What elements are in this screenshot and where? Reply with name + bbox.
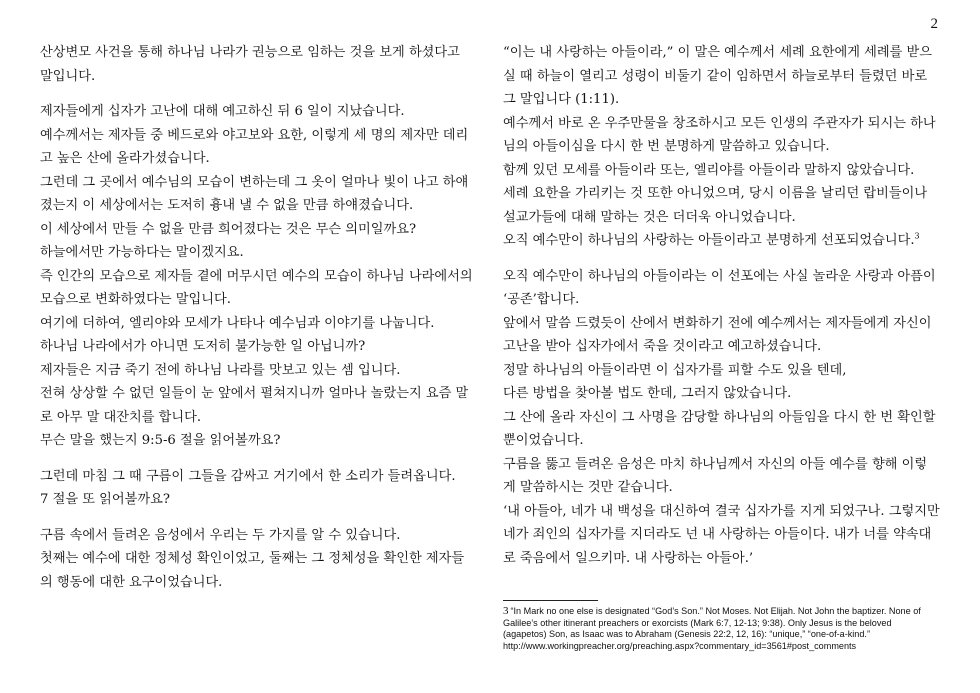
text-line <box>503 229 943 253</box>
text-line-content: 세례 요한을 가리키는 것 또한 아니었으며, 당시 이름을 날리던 랍비들이나 <box>503 186 928 201</box>
paragraph-gap <box>40 512 480 524</box>
text-line-content: 고 높은 산에 올라가셨습니다. <box>40 151 210 166</box>
text-line <box>503 88 943 112</box>
footnote-number: 3 <box>503 605 509 617</box>
text-line <box>40 382 480 406</box>
text-line-content: 게 말씀하시는 것만 같습니다. <box>503 480 673 495</box>
page-number: 2 <box>930 16 938 32</box>
text-line <box>40 241 480 265</box>
text-line-content: 여기에 더하여, 엘리야와 모세가 나타나 예수님과 이야기를 나눕니다. <box>40 315 435 331</box>
text-line <box>503 547 943 571</box>
text-line-content: 실 때 하늘이 열리고 성령이 비둘기 같이 임하면서 하늘로부터 들렸던 바로 <box>503 68 928 84</box>
text-line-content: 그 말입니다 (1:11). <box>503 92 620 107</box>
text-line <box>40 100 480 124</box>
text-line-content: 네가 죄인의 십자가를 지더라도 넌 내 사랑하는 아들이다. 내가 너를 약속대 <box>503 527 932 542</box>
footnote-url[interactable]: http://www.workingpreacher.org/preaching.aspx?commentary_id=3561#post_comments <box>503 640 857 651</box>
text-line <box>503 182 943 206</box>
text-line <box>40 335 480 359</box>
text-line-content: 졌는지 이 세상에서는 도저히 흉내 낼 수 없을 만큼 하얘졌습니다. <box>40 198 414 213</box>
text-line <box>40 218 480 242</box>
paragraph-gap <box>40 88 480 100</box>
text-line <box>40 312 480 336</box>
footnote-line <box>503 629 943 641</box>
text-line <box>503 359 943 383</box>
text-line-content: 말입니다. <box>40 68 96 84</box>
text-line-content: 무슨 말을 했는지 9:5-6 절을 읽어볼까요? <box>40 433 281 448</box>
text-line-content: 로 죽음에서 일으키마. 내 사랑하는 아들아.’ <box>503 550 754 566</box>
text-line-content: 이 세상에서 만들 수 없을 만큼 희어졌다는 것은 무슨 의미일까요? <box>40 221 417 237</box>
paragraph-gap <box>503 253 943 265</box>
text-line-content: 즉 인간의 모습으로 제자들 곁에 머무시던 예수의 모습이 하나님 나라에서의 <box>40 268 473 284</box>
text-line-content: 그런데 그 곳에서 예수님의 모습이 변하는데 그 옷이 얼마나 빛이 나고 하얘 <box>40 174 469 190</box>
text-line-content: 산상변모 사건을 통해 하나님 나라가 권능으로 임하는 것을 보게 하셨다고 <box>40 45 460 60</box>
text-line-content: 첫째는 예수에 대한 정체성 확인이었고, 둘째는 그 정체성을 확인한 제자들 <box>40 551 465 566</box>
right-column <box>503 41 943 570</box>
text-line <box>40 124 480 148</box>
text-line <box>40 65 480 89</box>
text-line <box>503 429 943 453</box>
text-line-content: 정말 하나님의 아들이라면 이 십자가를 피할 수도 있을 텐데, <box>503 362 847 378</box>
footnote-line <box>503 606 943 618</box>
text-line <box>40 488 480 512</box>
text-line <box>40 41 480 65</box>
text-line-content: 의 행동에 대한 요구이었습니다. <box>40 574 223 590</box>
text-line <box>40 359 480 383</box>
text-line <box>40 147 480 171</box>
text-line <box>503 206 943 230</box>
text-line <box>503 523 943 547</box>
footnote-text: Galilee’s other itinerant preachers or exorcists (Mark 6:7, 12-13; 9:38). Only Jesus is the beloved <box>503 617 892 628</box>
footnote-text: “In Mark no one else is designated “God’s Son.” Not Moses. Not Elijah. Not John the baptizer. None of <box>510 606 921 616</box>
text-line-content: ‘공존’합니다. <box>503 292 580 307</box>
text-line-content: 앞에서 말씀 드렸듯이 산에서 변화하기 전에 예수께서는 제자들에게 자신이 <box>503 315 932 331</box>
text-line-content: “이는 내 사랑하는 아들이라,” 이 말은 예수께서 세례 요한에게 세례를 받으 <box>503 45 933 60</box>
text-line <box>40 429 480 453</box>
text-line-content: 다른 방법을 찾아볼 법도 한데, 그러지 않았습니다. <box>503 386 792 401</box>
text-line <box>503 406 943 430</box>
footnote <box>503 606 943 652</box>
text-line <box>503 382 943 406</box>
text-line <box>40 171 480 195</box>
text-line-content: 예수께서는 제자들 중 베드로와 야고보와 요한, 이렇게 세 명의 제자만 데리 <box>40 127 469 143</box>
text-line-content: 로 아무 말 대잔치를 합니다. <box>40 409 202 425</box>
text-line <box>503 476 943 500</box>
text-line <box>40 265 480 289</box>
text-line-content: 설교가들에 대해 말하는 것은 더더욱 아니었습니다. <box>503 209 796 225</box>
text-line-content: ‘내 아들아, 네가 내 백성을 대신하여 결국 십자가를 지게 되었구나. 그렇지만 <box>503 503 940 519</box>
text-line <box>503 112 943 136</box>
text-line-content: 오직 예수만이 하나님의 아들이라는 이 선포에는 사실 놀라운 사랑과 아픔이 <box>503 268 936 284</box>
paragraph-gap <box>40 453 480 465</box>
text-line <box>503 288 943 312</box>
text-line <box>503 453 943 477</box>
text-line-content: 구름 속에서 들려온 음성에서 우리는 두 가지를 알 수 있습니다. <box>40 527 401 543</box>
text-line <box>40 406 480 430</box>
text-line <box>40 194 480 218</box>
text-line-content: 하늘에서만 가능하다는 말이겠지요. <box>40 245 244 260</box>
text-line-content: 그런데 마침 그 때 구름이 그들을 감싸고 거기에서 한 소리가 들려옵니다. <box>40 468 456 484</box>
footnote-divider <box>503 600 598 601</box>
text-line <box>503 159 943 183</box>
text-line-content: 예수께서 바로 온 우주만물을 창조하시고 모든 인생의 주관자가 되시는 하나 <box>503 115 936 131</box>
text-line-content: 그 산에 올라 자신이 그 사명을 감당할 하나님의 아들임을 다시 한 번 확인할 <box>503 409 936 425</box>
text-line <box>40 465 480 489</box>
text-line-content: 님의 아들이심을 다시 한 번 분명하게 말씀하고 있습니다. <box>503 139 830 154</box>
text-line <box>40 288 480 312</box>
text-line-content: 구름을 뚫고 들려온 음성은 마치 하나님께서 자신의 아들 예수를 향해 이렇 <box>503 456 928 472</box>
text-line-content: 하나님 나라에서가 아니면 도저히 불가능한 일 아닙니까? <box>40 339 366 354</box>
text-line <box>503 135 943 159</box>
text-line <box>40 524 480 548</box>
text-line-content: 함께 있던 모세를 아들이라 또는, 엘리야를 아들이라 말하지 않았습니다. <box>503 162 915 178</box>
text-line-content: 모습으로 변화하였다는 말입니다. <box>40 292 231 307</box>
text-line <box>503 265 943 289</box>
text-line <box>503 65 943 89</box>
text-line-content: 오직 예수만이 하나님의 사랑하는 아들이라고 분명하게 선포되었습니다. <box>503 233 915 248</box>
text-line <box>503 335 943 359</box>
footnote-line <box>503 618 943 630</box>
footnote-text: (agapetos) Son, as Isaac was to Abraham (Genesis 22:2, 12, 16): “unique,” “one-of-a-kind.” <box>503 629 870 640</box>
text-line <box>503 312 943 336</box>
text-line-content: 제자들에게 십자가 고난에 대해 예고하신 뒤 6 일이 지났습니다. <box>40 104 405 119</box>
text-line <box>40 571 480 595</box>
footnote-marker[interactable]: 3 <box>914 231 920 241</box>
text-line-content: 전혀 상상할 수 없던 일들이 눈 앞에서 펼쳐지니까 얼마나 놀랐는지 요즘 말 <box>40 386 469 401</box>
text-line <box>40 547 480 571</box>
text-line <box>503 500 943 524</box>
text-line-content: 7 절을 또 읽어볼까요? <box>40 492 170 507</box>
text-line-content: 제자들은 지금 죽기 전에 하나님 나라를 맛보고 있는 셈 입니다. <box>40 362 401 378</box>
footnote-line <box>503 641 943 653</box>
left-column <box>40 41 480 594</box>
text-line <box>503 41 943 65</box>
text-line-content: 고난을 받아 십자가에서 죽을 것이라고 예고하셨습니다. <box>503 339 822 354</box>
text-line-content: 뿐이었습니다. <box>503 433 584 448</box>
